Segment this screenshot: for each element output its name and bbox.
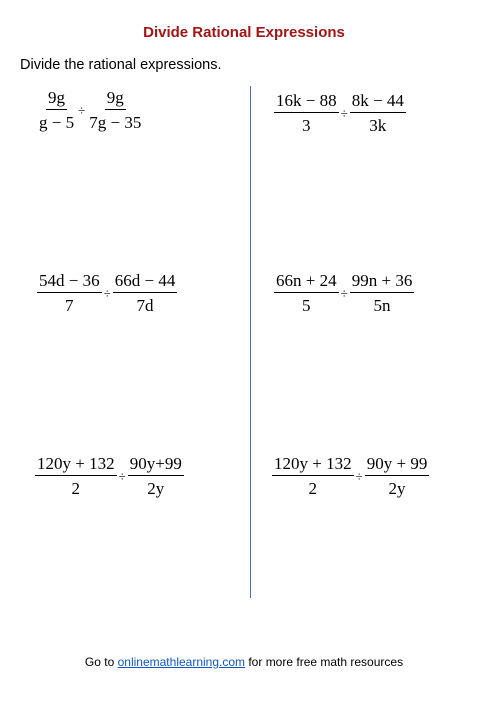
fraction-right xyxy=(87,89,143,131)
footer-suffix: for more free math resources xyxy=(245,655,404,669)
numerator: 8k − 44 xyxy=(350,92,406,113)
problem-3 xyxy=(37,272,177,314)
denominator: 2y xyxy=(388,479,406,498)
divide-icon: ÷ xyxy=(340,105,348,121)
fraction-left xyxy=(274,92,339,134)
denominator: 3 xyxy=(302,116,311,135)
problem-2 xyxy=(274,92,406,134)
numerator: 9g xyxy=(46,89,67,110)
fraction-right xyxy=(365,455,430,497)
denominator: 5n xyxy=(373,296,391,315)
fraction-left xyxy=(272,455,354,497)
problem-6 xyxy=(272,455,429,497)
column-divider xyxy=(250,86,251,598)
denominator: 2 xyxy=(308,479,318,498)
footer-prefix: Go to xyxy=(84,655,118,669)
numerator: 90y+99 xyxy=(128,455,184,476)
denominator: 2y xyxy=(147,479,165,498)
fraction-left xyxy=(37,272,102,314)
numerator: 54d − 36 xyxy=(37,272,102,293)
denominator: 3k xyxy=(369,116,387,135)
denominator: 7d xyxy=(136,296,154,315)
divide-icon: ÷ xyxy=(340,285,348,301)
denominator: 5 xyxy=(302,296,311,315)
instructions: Divide the rational expressions. xyxy=(20,57,222,73)
denominator: 2 xyxy=(71,479,81,498)
problem-1 xyxy=(37,89,143,131)
numerator: 99n + 36 xyxy=(350,272,415,293)
fraction-left xyxy=(35,455,117,497)
numerator: 120y + 132 xyxy=(35,455,117,476)
numerator: 66d − 44 xyxy=(113,272,178,293)
numerator: 120y + 132 xyxy=(272,455,354,476)
fraction-right xyxy=(350,272,415,314)
denominator: 7g − 35 xyxy=(89,113,142,132)
fraction-left xyxy=(37,89,76,131)
divide-icon: ÷ xyxy=(118,468,126,484)
numerator: 9g xyxy=(105,89,126,110)
divide-icon: ÷ xyxy=(78,102,86,118)
problem-4 xyxy=(274,272,414,314)
numerator: 66n + 24 xyxy=(274,272,339,293)
fraction-left xyxy=(274,272,339,314)
footer-link[interactable]: onlinemathlearning.com xyxy=(117,655,246,669)
page-title: Divide Rational Expressions xyxy=(143,24,345,41)
fraction-right xyxy=(113,272,178,314)
numerator: 90y + 99 xyxy=(365,455,430,476)
numerator: 16k − 88 xyxy=(274,92,339,113)
divide-icon: ÷ xyxy=(355,468,363,484)
footer xyxy=(0,655,488,669)
denominator: g − 5 xyxy=(39,113,75,132)
divide-icon: ÷ xyxy=(103,285,111,301)
fraction-right xyxy=(350,92,406,134)
fraction-right xyxy=(128,455,184,497)
problem-5 xyxy=(35,455,184,497)
denominator: 7 xyxy=(65,296,74,315)
